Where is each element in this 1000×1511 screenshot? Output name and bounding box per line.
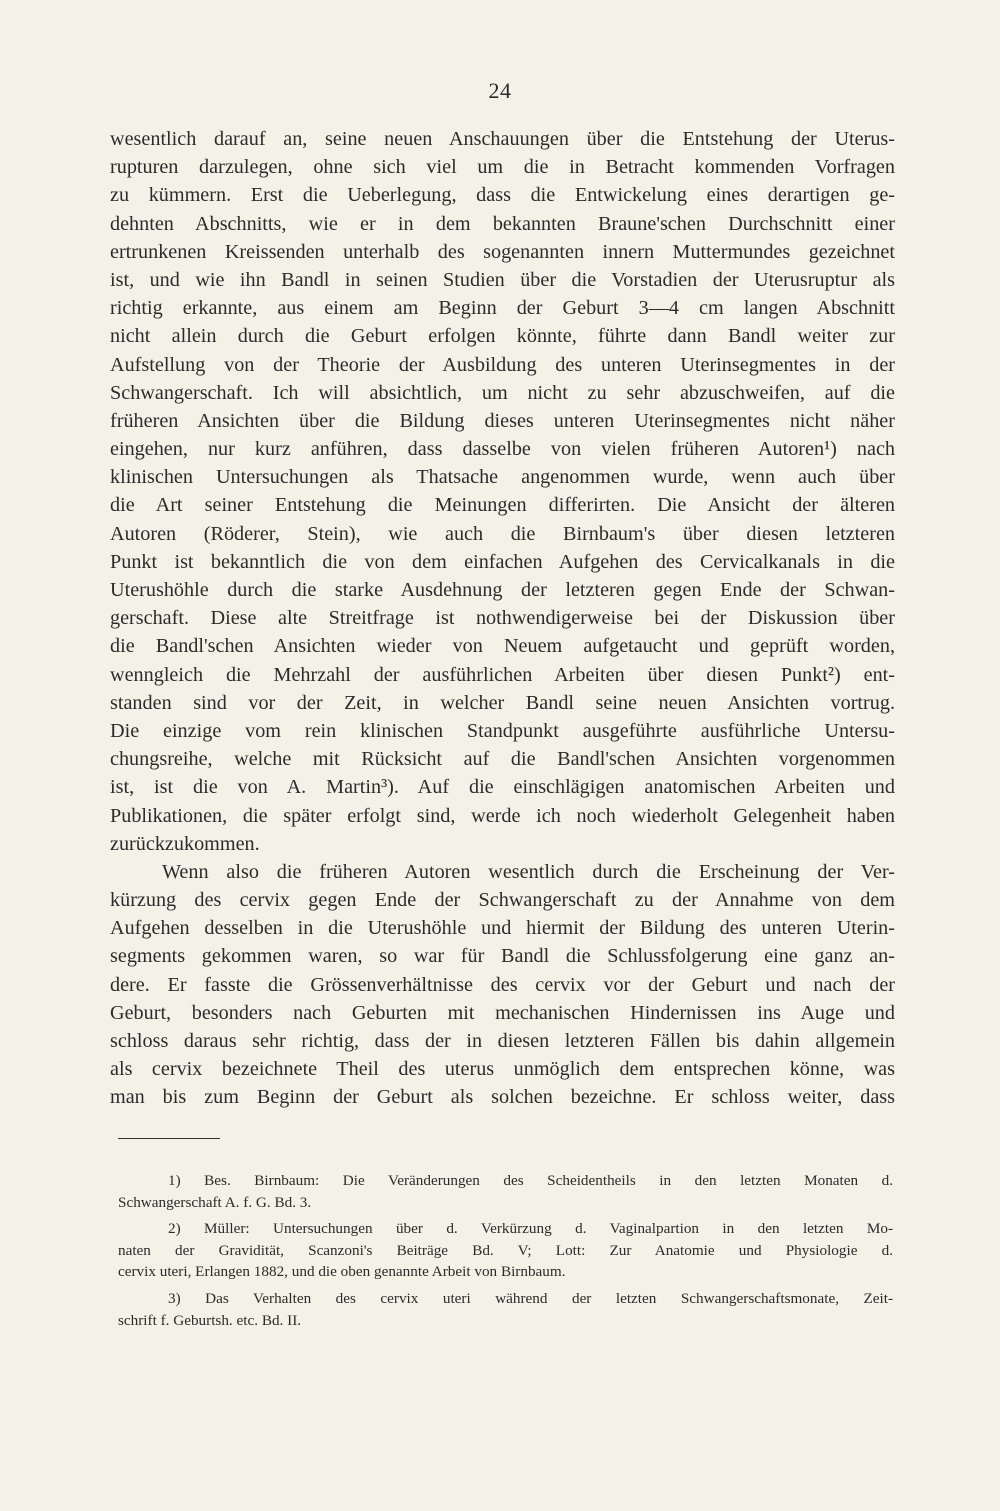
footnote-separator	[118, 1138, 220, 1139]
body-line: Autoren (Röderer, Stein), wie auch die Birnbaum's über diesen letzteren	[110, 522, 895, 545]
body-line: ist, ist die von A. Martin³). Auf die einschlägigen anatomischen Arbeiten und	[110, 776, 895, 799]
footnote	[118, 1170, 893, 1213]
body-line: kürzung des cervix gegen Ende der Schwangerschaft zu der Annahme von dem	[110, 889, 895, 912]
body-line: die Art seiner Entstehung die Meinungen differirten. Die Ansicht der älteren	[110, 494, 895, 517]
body-line: chungsreihe, welche mit Rücksicht auf die Bandl'schen Ansichten vorgenommen	[110, 748, 895, 771]
body-line: dere. Er fasste die Grössenverhältnisse des cervix vor der Geburt und nach der	[110, 973, 895, 996]
body-line: nicht allein durch die Geburt erfolgen könnte, führte dann Bandl weiter zur	[110, 325, 895, 348]
body-line: Schwangerschaft. Ich will absichtlich, um nicht zu sehr abzuschweifen, auf die	[110, 381, 895, 404]
footnote-line: schrift f. Geburtsh. etc. Bd. II.	[118, 1311, 302, 1329]
body-line: Aufgehen desselben in die Uterushöhle und hiermit der Bildung des unteren Uterin-	[110, 917, 895, 940]
body-line: wenngleich die Mehrzahl der ausführlichen Arbeiten über diesen Punkt²) ent-	[110, 663, 895, 686]
footnote-line: naten der Gravidität, Scanzoni's Beiträge Bd. V; Lott: Zur Anatomie und Physiologie d.	[118, 1241, 893, 1259]
footnote-line: 1) Bes. Birnbaum: Die Veränderungen des Scheidentheils in den letzten Monaten d.	[168, 1172, 893, 1189]
body-line: Uterushöhle durch die starke Ausdehnung der letzteren gegen Ende der Schwan-	[110, 579, 895, 601]
body-line: ist, und wie ihn Bandl in seinen Studien über die Vorstadien der Uterusruptur als	[110, 268, 895, 291]
body-line: Aufstellung von der Theorie der Ausbildung des unteren Uterinsegmentes in der	[110, 353, 895, 376]
body-line: zu kümmern. Erst die Ueberlegung, dass die Entwickelung eines derartigen ge-	[110, 184, 895, 207]
footnotes	[118, 1170, 893, 1331]
body-line: gerschaft. Diese alte Streitfrage ist nothwendigerweise bei der Diskussion über	[110, 607, 895, 630]
body-line: man bis zum Beginn der Geburt als solchen bezeichne. Er schloss weiter, dass	[110, 1086, 895, 1109]
body-line: dehnten Abschnitts, wie er in dem bekannten Braune'schen Durchschnitt einer	[110, 212, 895, 235]
footnote-line: 3) Das Verhalten des cervix uteri während der letzten Schwangerschaftsmonate, Zeit-	[168, 1289, 893, 1307]
body-line: Geburt, besonders nach Geburten mit mechanischen Hindernissen ins Auge und	[110, 1001, 895, 1024]
body-line: zurückzukommen.	[110, 832, 260, 855]
body-line: richtig erkannte, aus einem am Beginn der Geburt 3—4 cm langen Abschnitt	[110, 297, 895, 320]
body-line: schloss daraus sehr richtig, dass der in diesen letzteren Fällen bis dahin allgemein	[110, 1030, 895, 1052]
body-line: Publikationen, die später erfolgt sind, werde ich noch wiederholt Gelegenheit haben	[110, 804, 895, 827]
body-line: die Bandl'schen Ansichten wieder von Neuem aufgetaucht und geprüft worden,	[110, 635, 895, 658]
body-line: standen sind vor der Zeit, in welcher Bandl seine neuen Ansichten vortrug.	[110, 691, 895, 714]
body-line: wesentlich darauf an, seine neuen Anschauungen über die Entstehung der Uterus-	[110, 128, 895, 150]
body-line: segments gekommen waren, so war für Bandl die Schlussfolgerung eine ganz an-	[110, 945, 895, 968]
footnote	[118, 1218, 893, 1283]
body-line: Punkt ist bekanntlich die von dem einfachen Aufgehen des Cervicalkanals in die	[110, 550, 895, 573]
body-line: eingehen, nur kurz anführen, dass dasselbe von vielen früheren Autoren¹) nach	[110, 438, 895, 461]
body-line: ertrunkenen Kreissenden unterhalb des sogenannten innern Muttermundes gezeichnet	[110, 240, 895, 263]
footnote	[118, 1288, 893, 1331]
footnote-line: 2) Müller: Untersuchungen über d. Verkürzung d. Vaginalpartion in den letzten Mo-	[168, 1220, 893, 1238]
body-line: rupturen darzulegen, ohne sich viel um die in Betracht kommenden Vorfragen	[110, 156, 895, 179]
body-line: als cervix bezeichnete Theil des uterus unmöglich dem entsprechen könne, was	[110, 1058, 895, 1081]
body-line: Die einzige vom rein klinischen Standpunkt ausgeführte ausführliche Untersu-	[110, 719, 895, 742]
footnote-line: cervix uteri, Erlangen 1882, und die oben genannte Arbeit von Birnbaum.	[118, 1263, 566, 1281]
body-line: klinischen Untersuchungen als Thatsache angenommen wurde, wenn auch über	[110, 466, 895, 489]
page-number: 24	[488, 78, 512, 103]
body-line: Wenn also die früheren Autoren wesentlich durch die Erscheinung der Ver-	[162, 860, 895, 883]
footnote-line: Schwangerschaft A. f. G. Bd. 3.	[118, 1193, 312, 1211]
body-line: früheren Ansichten über die Bildung dieses unteren Uterinsegmentes nicht näher	[110, 409, 895, 432]
body-text	[110, 125, 895, 1112]
